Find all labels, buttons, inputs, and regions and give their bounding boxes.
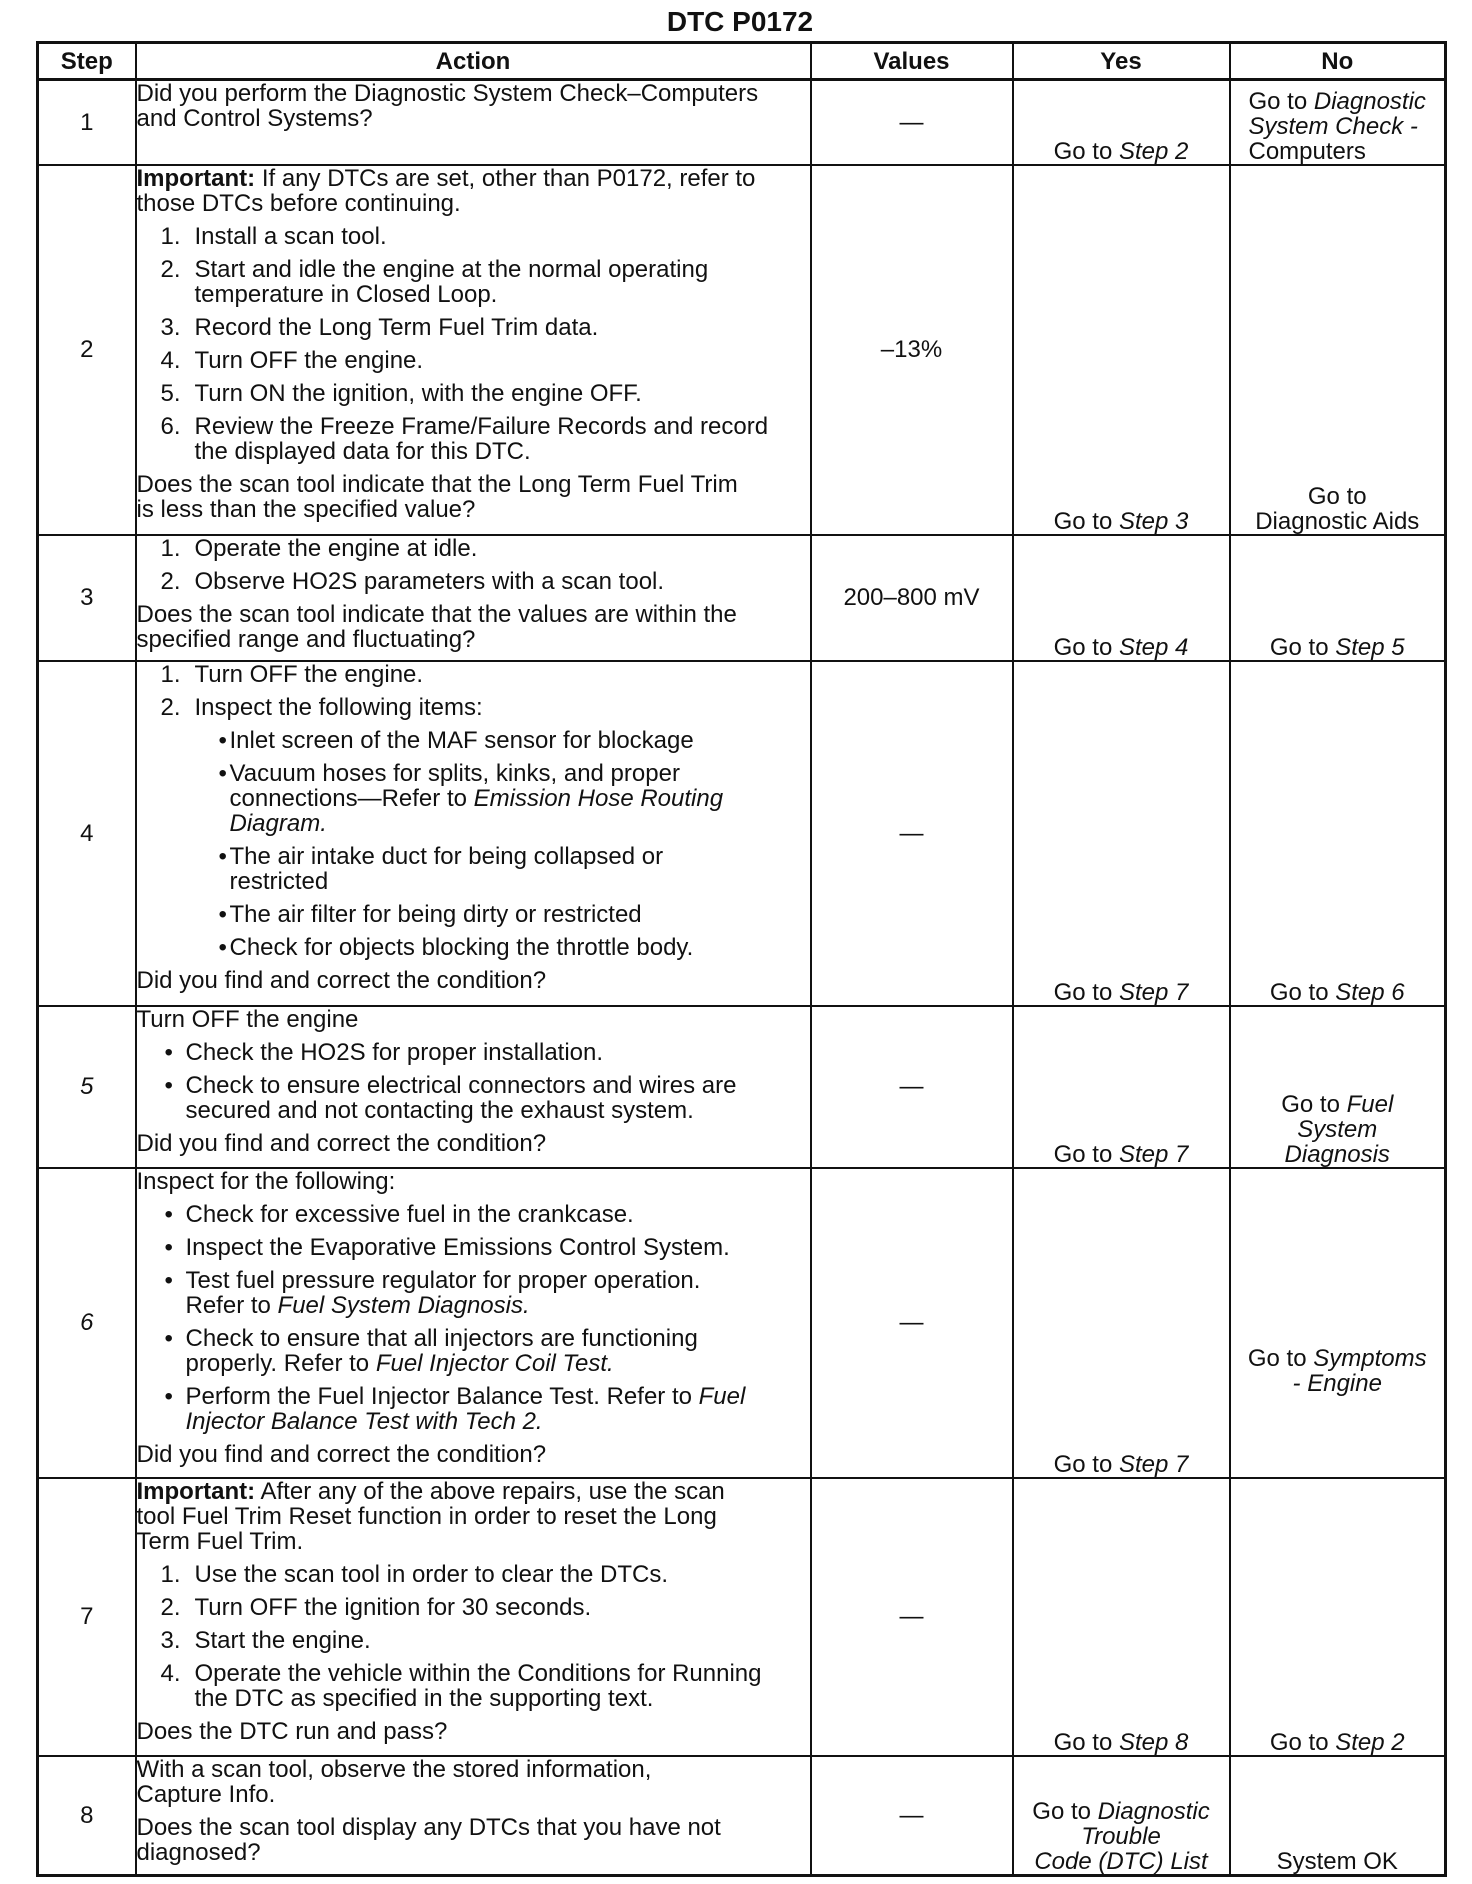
numbered-item <box>137 1628 810 1653</box>
reference-text: Step 5 <box>1335 633 1405 661</box>
text-run: Go to <box>1247 1344 1314 1372</box>
text-line: Operate the engine at idle. <box>194 534 478 562</box>
numbered-item <box>137 695 810 720</box>
text-line <box>1014 1799 1229 1824</box>
text-line: Go to <box>1307 482 1367 510</box>
text-line <box>1231 1092 1445 1117</box>
important-label: Important: <box>136 1477 256 1505</box>
step-number: 7 <box>38 1478 136 1756</box>
text-line: Did you find and correct the condition? <box>136 1440 547 1468</box>
text-line <box>1014 1849 1229 1874</box>
yes-cell <box>1013 80 1230 165</box>
item-number: 3. <box>160 313 181 341</box>
text-line: Inspect the Evaporative Emissions Control System. <box>185 1233 730 1261</box>
table-row <box>38 1756 1446 1876</box>
bullet-item <box>137 761 810 836</box>
header-yes: Yes <box>1013 43 1230 80</box>
reference-text: - Engine <box>1292 1369 1382 1397</box>
bullet-icon <box>165 1202 173 1227</box>
reference-text: Diagnostic <box>1097 1798 1210 1825</box>
text-line: Check to ensure that all injectors are functioning <box>185 1324 698 1352</box>
value-cell: — <box>811 80 1013 165</box>
text-run: Computers <box>1248 137 1366 165</box>
text-line: specified range and fluctuating? <box>136 625 476 653</box>
table-header <box>38 43 1446 80</box>
bullet-item <box>137 1268 810 1318</box>
reference-text: Step 2 <box>1118 137 1189 165</box>
text-line <box>186 1351 810 1376</box>
text-line: those DTCs before continuing. <box>136 189 461 217</box>
bullet-icon <box>219 902 227 927</box>
table-row <box>38 535 1446 661</box>
text-line <box>186 1384 810 1409</box>
text-line: Vacuum hoses for splits, kinks, and proper <box>229 759 680 787</box>
bullet-icon <box>219 728 227 753</box>
text-run: Go to <box>1269 633 1336 661</box>
reference-text: Fuel <box>1346 1090 1394 1118</box>
no-cell <box>1230 535 1446 661</box>
text-line: and Control Systems? <box>136 105 373 132</box>
reference-text: Step 8 <box>1118 1728 1189 1756</box>
bullet-item <box>137 844 810 894</box>
item-number: 2. <box>160 567 181 595</box>
numbered-item <box>137 381 810 406</box>
text-line <box>137 166 810 191</box>
text-run: After any of the above repairs, use the scan <box>255 1477 725 1505</box>
instruction-text <box>137 1479 810 1554</box>
action-cell <box>136 535 811 661</box>
numbered-item <box>137 257 810 307</box>
no-cell <box>1230 1006 1446 1168</box>
text-line: Use the scan tool in order to clear the DTCs. <box>194 1560 669 1588</box>
text-line: Start and idle the engine at the normal operating <box>194 255 709 283</box>
bullet-item <box>137 1235 810 1260</box>
text-line: Operate the vehicle within the Conditions for Running <box>194 1659 762 1687</box>
text-line <box>1014 509 1229 534</box>
text-line <box>230 811 810 836</box>
text-run: Go to <box>1053 978 1119 1006</box>
numbered-item <box>137 315 810 340</box>
text-line <box>1014 139 1229 164</box>
text-line: The air intake duct for being collapsed or <box>229 842 664 870</box>
text-line: Inspect for the following: <box>136 1167 396 1195</box>
yes-cell <box>1013 1756 1230 1876</box>
bullet-icon <box>165 1384 173 1409</box>
numbered-item <box>137 224 810 249</box>
bullet-item <box>137 902 810 927</box>
text-line: diagnosed? <box>136 1838 261 1866</box>
value-cell: — <box>811 1006 1013 1168</box>
text-run: connections—Refer to <box>229 784 474 812</box>
step-number: 2 <box>38 165 136 535</box>
bullet-item <box>137 935 810 960</box>
text-run: Go to <box>1053 507 1119 535</box>
numbered-item <box>137 536 810 561</box>
header-row <box>38 43 1446 80</box>
value-cell: –13% <box>811 165 1013 535</box>
text-run: Go to <box>1053 1450 1119 1478</box>
text-run: Go to <box>1053 1728 1119 1756</box>
no-cell <box>1230 661 1446 1006</box>
text-line: Did you find and correct the condition? <box>136 966 547 994</box>
yes-cell <box>1013 535 1230 661</box>
instruction-text <box>137 81 810 131</box>
text-run: Go to <box>1248 87 1314 115</box>
item-number: 2. <box>160 255 181 283</box>
instruction-text <box>137 166 810 216</box>
item-number: 3. <box>160 1626 181 1654</box>
step-number: 4 <box>38 661 136 1006</box>
no-cell <box>1230 1168 1446 1478</box>
text-line: Diagnostic Aids <box>1255 507 1420 535</box>
text-line <box>186 1293 810 1318</box>
item-number: 4. <box>160 1659 181 1687</box>
reference-text: Step 7 <box>1118 1450 1189 1478</box>
step-number: 5 <box>38 1006 136 1168</box>
text-line: Check the HO2S for proper installation. <box>185 1038 604 1066</box>
text-line: restricted <box>229 867 329 895</box>
reference-text: Step 3 <box>1118 507 1189 535</box>
step-number: 6 <box>38 1168 136 1478</box>
reference-text: System Check - <box>1248 112 1418 140</box>
item-number: 2. <box>160 1593 181 1621</box>
action-cell <box>136 80 811 165</box>
text-run: If any DTCs are set, other than P0172, refer to <box>255 164 756 192</box>
table-row <box>38 1168 1446 1478</box>
step-number: 1 <box>38 80 136 165</box>
bullet-item <box>137 1040 810 1065</box>
no-cell <box>1230 1756 1446 1876</box>
reference-text: System <box>1297 1115 1378 1143</box>
text-line: Review the Freeze Frame/Failure Records and record <box>194 412 769 440</box>
instruction-text <box>137 1131 810 1156</box>
reference-text: Emission Hose Routing <box>473 784 724 812</box>
reference-text: Step 4 <box>1118 633 1189 661</box>
item-number: 1. <box>160 222 181 250</box>
reference-text: Step 7 <box>1118 1140 1189 1168</box>
text-line: Turn OFF the engine. <box>194 346 424 374</box>
text-run: Go to <box>1281 1090 1347 1118</box>
text-line: With a scan tool, observe the stored information, <box>136 1755 652 1783</box>
value-cell: — <box>811 1478 1013 1756</box>
text-line: Check to ensure electrical connectors and wires are <box>185 1071 737 1099</box>
text-line: is less than the specified value? <box>136 495 476 523</box>
text-line: Capture Info. <box>136 1780 276 1808</box>
text-run: Perform the Fuel Injector Balance Test. Refer to <box>185 1382 699 1410</box>
text-line: Inlet screen of the MAF sensor for blockage <box>229 726 694 754</box>
text-line <box>1249 139 1445 164</box>
text-line <box>1231 1371 1445 1396</box>
text-line: tool Fuel Trim Reset function in order to reset the Long <box>136 1502 717 1530</box>
text-line <box>1231 1346 1445 1371</box>
text-line <box>1014 1730 1229 1755</box>
text-line <box>1231 1142 1445 1167</box>
table-row <box>38 661 1446 1006</box>
bullet-icon <box>219 761 227 786</box>
reference-text: Fuel Injector Coil Test. <box>375 1349 614 1377</box>
bullet-item <box>137 1073 810 1123</box>
instruction-text <box>137 968 810 993</box>
text-run: Go to <box>1032 1798 1098 1825</box>
text-line: Record the Long Term Fuel Trim data. <box>194 313 599 341</box>
text-line <box>1249 89 1445 114</box>
text-line <box>1249 114 1445 139</box>
item-number: 1. <box>160 660 181 688</box>
text-line: Term Fuel Trim. <box>136 1527 304 1555</box>
reference-text: Symptoms <box>1313 1344 1427 1372</box>
reference-text: Diagnostic <box>1313 87 1426 115</box>
bullet-icon <box>165 1268 173 1293</box>
text-line <box>1014 980 1229 1005</box>
text-run: Go to <box>1269 1728 1336 1756</box>
value-cell: 200–800 mV <box>811 535 1013 661</box>
yes-cell <box>1013 1006 1230 1168</box>
text-line <box>1231 980 1445 1005</box>
text-run: Go to <box>1053 137 1119 165</box>
bullet-icon <box>165 1073 173 1098</box>
action-cell <box>136 661 811 1006</box>
numbered-item <box>137 662 810 687</box>
text-line: Observe HO2S parameters with a scan tool. <box>194 567 665 595</box>
text-run: properly. Refer to <box>185 1349 376 1377</box>
text-line: Did you perform the Diagnostic System Check–Computers <box>136 80 759 107</box>
yes-cell <box>1013 1478 1230 1756</box>
numbered-item <box>137 1562 810 1587</box>
instruction-text <box>137 472 810 522</box>
step-number: 8 <box>38 1756 136 1876</box>
numbered-item <box>137 1661 810 1711</box>
item-number: 1. <box>160 534 181 562</box>
value-cell: — <box>811 1168 1013 1478</box>
bullet-icon <box>165 1040 173 1065</box>
header-values: Values <box>811 43 1013 80</box>
bullet-icon <box>219 935 227 960</box>
text-line: The air filter for being dirty or restricted <box>229 900 642 928</box>
text-line <box>230 786 810 811</box>
yes-cell <box>1013 661 1230 1006</box>
text-line: Turn OFF the engine. <box>194 660 424 688</box>
text-line <box>1231 635 1445 660</box>
text-line <box>1014 1452 1229 1477</box>
header-step: Step <box>38 43 136 80</box>
document-title: DTC P0172 <box>666 6 814 37</box>
bullet-icon <box>165 1326 173 1351</box>
text-line: Check for objects blocking the throttle body. <box>229 933 694 961</box>
table-row <box>38 1478 1446 1756</box>
text-line <box>1014 1142 1229 1167</box>
text-line: the DTC as specified in the supporting text. <box>194 1684 654 1712</box>
step-number: 3 <box>38 535 136 661</box>
text-line: Did you find and correct the condition? <box>136 1129 547 1157</box>
reference-text: Step 2 <box>1335 1728 1405 1756</box>
text-line: Test fuel pressure regulator for proper operation. <box>185 1266 701 1294</box>
action-cell <box>136 1756 811 1876</box>
diagnostic-table <box>36 41 1447 1877</box>
action-cell <box>136 1168 811 1478</box>
numbered-item <box>137 348 810 373</box>
item-number: 2. <box>160 693 181 721</box>
text-line: Turn OFF the ignition for 30 seconds. <box>194 1593 592 1621</box>
reference-text: Step 6 <box>1335 978 1405 1006</box>
no-cell <box>1230 165 1446 535</box>
reference-text: Fuel <box>698 1382 746 1410</box>
text-line: Does the scan tool indicate that the Long Term Fuel Trim <box>136 470 738 498</box>
action-cell <box>136 1478 811 1756</box>
table-row <box>38 1006 1446 1168</box>
reference-text: Step 7 <box>1118 978 1189 1006</box>
action-cell <box>136 165 811 535</box>
value-cell: — <box>811 661 1013 1006</box>
reference-text: Fuel System Diagnosis. <box>277 1291 530 1319</box>
reference-text: Diagnosis <box>1284 1140 1390 1168</box>
instruction-text <box>137 1757 810 1807</box>
bullet-icon <box>165 1235 173 1260</box>
text-run: Go to <box>1053 1140 1119 1168</box>
text-line <box>137 1479 810 1504</box>
reference-text: Trouble <box>1081 1823 1161 1850</box>
text-line: Does the scan tool indicate that the values are within the <box>136 600 737 628</box>
text-line: temperature in Closed Loop. <box>194 280 498 308</box>
action-cell <box>136 1006 811 1168</box>
yes-cell <box>1013 1168 1230 1478</box>
text-line: Turn OFF the engine <box>136 1005 359 1033</box>
text-line: the displayed data for this DTC. <box>194 437 531 465</box>
item-number: 5. <box>160 379 181 407</box>
text-line <box>1014 635 1229 660</box>
item-number: 4. <box>160 346 181 374</box>
bullet-item <box>137 728 810 753</box>
value-cell: — <box>811 1756 1013 1876</box>
numbered-item <box>137 414 810 464</box>
table-row <box>38 80 1446 165</box>
item-number: 1. <box>160 1560 181 1588</box>
header-no: No <box>1230 43 1446 80</box>
bullet-item <box>137 1384 810 1434</box>
text-run: Refer to <box>185 1291 278 1319</box>
instruction-text <box>137 1815 810 1865</box>
bullet-item <box>137 1326 810 1376</box>
text-line <box>1014 1824 1229 1849</box>
instruction-text <box>137 1719 810 1744</box>
table-row <box>38 165 1446 535</box>
reference-text: Diagram. <box>229 809 327 837</box>
header-action: Action <box>136 43 811 80</box>
important-label: Important: <box>136 164 256 192</box>
text-line: Start the engine. <box>194 1626 371 1654</box>
no-cell <box>1230 80 1446 165</box>
text-run: Go to <box>1269 978 1336 1006</box>
text-line: secured and not contacting the exhaust system. <box>185 1096 694 1124</box>
text-line: Install a scan tool. <box>194 222 387 250</box>
text-line <box>1231 1117 1445 1142</box>
bullet-item <box>137 1202 810 1227</box>
reference-text: Code (DTC) List <box>1034 1848 1208 1875</box>
text-line <box>186 1409 810 1434</box>
instruction-text <box>137 1169 810 1194</box>
item-number: 6. <box>160 412 181 440</box>
no-cell <box>1230 1478 1446 1756</box>
text-line: Inspect the following items: <box>194 693 483 721</box>
text-run: Go to <box>1053 633 1119 661</box>
text-line: Does the scan tool display any DTCs that you have not <box>136 1813 721 1841</box>
instruction-text <box>137 1007 810 1032</box>
text-line: Does the DTC run and pass? <box>136 1717 448 1745</box>
text-line: Turn ON the ignition, with the engine OFF. <box>194 379 642 407</box>
text-line: System OK <box>1276 1848 1398 1875</box>
instruction-text <box>137 1442 810 1467</box>
text-line: Check for excessive fuel in the crankcase. <box>185 1200 634 1228</box>
reference-text: Injector Balance Test with Tech 2. <box>185 1407 543 1435</box>
bullet-icon <box>219 844 227 869</box>
yes-cell <box>1013 165 1230 535</box>
numbered-item <box>137 569 810 594</box>
numbered-item <box>137 1595 810 1620</box>
table-body <box>38 80 1446 1876</box>
instruction-text <box>137 602 810 652</box>
text-line <box>1231 1730 1445 1755</box>
